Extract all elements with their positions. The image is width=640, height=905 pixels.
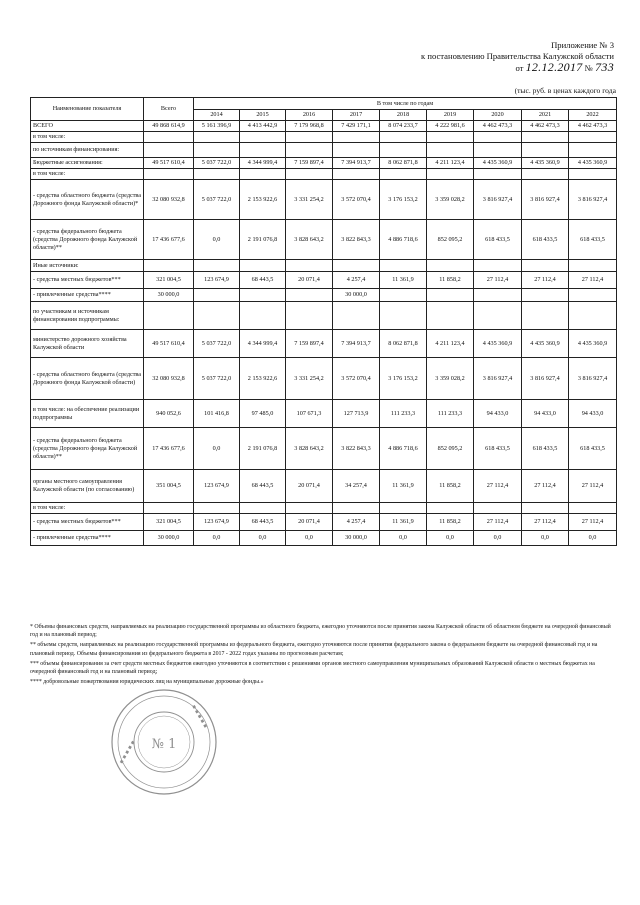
year-value-cell: 4 435 360,9 [522,330,569,358]
year-value-cell: 0,0 [522,531,569,546]
row-label: - средства федерального бюджета (средства Дорожного фонда Калужской области)** [31,220,144,260]
row-label: по участникам и источникам финансирования подпрограммы: [31,302,144,330]
year-value-cell: 3 572 070,4 [333,180,380,220]
year-value-cell: 123 674,9 [194,514,240,531]
header-year: 2016 [286,110,333,121]
year-value-cell: 3 822 843,3 [333,220,380,260]
year-value-cell: 3 331 254,2 [286,358,333,400]
year-value-cell [569,143,617,158]
year-value-cell: 27 112,4 [474,514,522,531]
footnote: **** добровольные пожертвования юридических лиц на муниципальные дорожные фонды.» [30,678,264,685]
footnote: ** объемы средств, направляемых на реализацию государственной программы из федерального бюджета, ежегодно уточняются после принятия федерального закона о федеральном бюджете на очередной финансовый год и на плановый период. Объемы финансирования из федерального бюджета в 2017 - 2022 годах указаны по прогнозным расчетам; [30,642,598,657]
year-value-cell: 0,0 [569,531,617,546]
table-row [31,470,617,503]
header-year: 2019 [427,110,474,121]
year-value-cell: 5 037 722,0 [194,180,240,220]
year-value-cell: 0,0 [194,428,240,470]
units-note: (тыс. руб. в ценах каждого года [514,86,616,95]
year-value-cell: 4 435 360,9 [522,158,569,169]
year-value-cell [522,143,569,158]
year-value-cell [474,302,522,330]
table-row [31,220,617,260]
row-total-cell: 32 080 932,8 [144,180,194,220]
year-value-cell: 27 112,4 [474,272,522,289]
year-value-cell: 123 674,9 [194,272,240,289]
row-total-cell: 30 000,0 [144,531,194,546]
year-value-cell: 618 433,5 [474,220,522,260]
year-value-cell [286,169,333,180]
table-row [31,180,617,220]
year-value-cell [286,302,333,330]
table-row [31,503,617,514]
year-value-cell [240,132,286,143]
year-value-cell: 5 037 722,0 [194,158,240,169]
year-value-cell: 11 361,9 [380,514,427,531]
number-prefix: № [584,63,593,73]
year-value-cell: 94 433,0 [522,400,569,428]
year-value-cell: 7 159 897,4 [286,330,333,358]
row-total-cell: 32 080 932,8 [144,358,194,400]
row-total-cell: 49 517 610,4 [144,158,194,169]
table-row [31,158,617,169]
year-value-cell [194,132,240,143]
year-value-cell [194,289,240,302]
year-value-cell: 4 435 360,9 [474,330,522,358]
year-value-cell: 4 435 360,9 [569,158,617,169]
year-value-cell: 11 361,9 [380,272,427,289]
year-value-cell [194,302,240,330]
row-label: Бюджетные ассигнования: [31,158,144,169]
row-label: в том числе: [31,132,144,143]
year-value-cell [240,260,286,272]
year-value-cell [522,260,569,272]
year-value-cell: 0,0 [194,531,240,546]
year-value-cell [240,169,286,180]
header-years-group: В том числе по годам [194,98,617,110]
year-value-cell: 4 211 123,4 [427,158,474,169]
year-value-cell [380,503,427,514]
year-value-cell: 4 886 718,6 [380,220,427,260]
year-value-cell [427,132,474,143]
year-value-cell: 3 816 927,4 [474,358,522,400]
year-value-cell: 68 443,5 [240,272,286,289]
row-total-cell [144,143,194,158]
year-value-cell: 7 179 968,8 [286,121,333,132]
year-value-cell [522,132,569,143]
year-value-cell: 3 828 643,2 [286,428,333,470]
year-value-cell: 4 344 999,4 [240,330,286,358]
table-row [31,428,617,470]
year-value-cell: 4 413 442,9 [240,121,286,132]
appendix-header [421,40,614,74]
year-value-cell: 127 713,9 [333,400,380,428]
year-value-cell: 7 429 171,1 [333,121,380,132]
year-value-cell [427,169,474,180]
year-value-cell: 4 886 718,6 [380,428,427,470]
year-value-cell [286,503,333,514]
year-value-cell [333,260,380,272]
year-value-cell: 852 095,2 [427,428,474,470]
table-row [31,169,617,180]
year-value-cell: 4 257,4 [333,272,380,289]
table-body [31,121,617,546]
year-value-cell [474,169,522,180]
year-value-cell [333,302,380,330]
year-value-cell: 68 443,5 [240,514,286,531]
year-value-cell: 27 112,4 [474,470,522,503]
year-value-cell: 618 433,5 [474,428,522,470]
table-row [31,260,617,272]
row-label: - средства местных бюджетов*** [31,514,144,531]
year-value-cell: 4 462 473,3 [522,121,569,132]
year-value-cell: 618 433,5 [569,428,617,470]
table-row [31,531,617,546]
year-value-cell: 7 394 913,7 [333,330,380,358]
year-value-cell: 2 153 922,6 [240,180,286,220]
row-total-cell [144,132,194,143]
year-value-cell [333,169,380,180]
year-value-cell [194,260,240,272]
table-row [31,121,617,132]
table-row [31,330,617,358]
header-name: Наименование показателя [31,98,144,121]
year-value-cell [286,143,333,158]
row-total-cell: 17 436 677,6 [144,220,194,260]
year-value-cell [569,503,617,514]
year-value-cell [286,132,333,143]
year-value-cell [522,169,569,180]
official-seal [100,686,228,798]
header-year: 2021 [522,110,569,121]
year-value-cell: 618 433,5 [569,220,617,260]
year-value-cell [522,302,569,330]
year-value-cell [474,143,522,158]
year-value-cell: 3 572 070,4 [333,358,380,400]
row-total-cell: 17 436 677,6 [144,428,194,470]
row-total-cell: 940 052,6 [144,400,194,428]
header-year: 2017 [333,110,380,121]
table-row [31,272,617,289]
year-value-cell [380,169,427,180]
row-total-cell [144,169,194,180]
year-value-cell: 3 359 028,2 [427,358,474,400]
row-total-cell [144,302,194,330]
svg-text:▪ ▪ ▪ ▪ ▪: ▪ ▪ ▪ ▪ ▪ [118,739,137,765]
footnote: * Объемы финансовых средств, направляемых на реализацию государственной программы из областного бюджета, ежегодно уточняются после принятия закона Калужской области об областном бюджете на очередной финансовый год и на плановый период; [30,624,611,639]
year-value-cell: 27 112,4 [569,514,617,531]
header-year: 2014 [194,110,240,121]
year-value-cell: 2 191 076,8 [240,428,286,470]
seal-number: № 1 [151,737,177,752]
table-row [31,514,617,531]
appendix-date-line [421,62,614,74]
year-value-cell: 618 433,5 [522,428,569,470]
table-row [31,400,617,428]
year-value-cell [380,260,427,272]
year-value-cell [240,503,286,514]
handwritten-number: 733 [595,60,614,74]
table-row [31,358,617,400]
year-value-cell [286,289,333,302]
year-value-cell [240,143,286,158]
year-value-cell: 11 858,2 [427,470,474,503]
year-value-cell: 20 071,4 [286,272,333,289]
year-value-cell: 4 462 473,3 [474,121,522,132]
date-prefix: от [515,63,524,73]
year-value-cell: 0,0 [194,220,240,260]
header-year: 2020 [474,110,522,121]
table-row [31,143,617,158]
year-value-cell [474,260,522,272]
row-total-cell: 321 004,5 [144,272,194,289]
year-value-cell [333,503,380,514]
year-value-cell: 2 153 922,6 [240,358,286,400]
svg-text:▪ ▪ ▪ ▪ ▪: ▪ ▪ ▪ ▪ ▪ [190,704,209,730]
year-value-cell: 3 828 643,2 [286,220,333,260]
year-value-cell: 852 095,2 [427,220,474,260]
year-value-cell: 4 222 981,6 [427,121,474,132]
year-value-cell [427,503,474,514]
year-value-cell [569,302,617,330]
year-value-cell [240,302,286,330]
year-value-cell [522,503,569,514]
year-value-cell: 94 433,0 [474,400,522,428]
year-value-cell [569,132,617,143]
row-total-cell: 321 004,5 [144,514,194,531]
year-value-cell [474,503,522,514]
year-value-cell: 4 435 360,9 [474,158,522,169]
row-total-cell [144,260,194,272]
row-label: - средства областного бюджета (средства Дорожного фонда Калужской области) [31,358,144,400]
year-value-cell: 4 344 999,4 [240,158,286,169]
year-value-cell [569,289,617,302]
year-value-cell: 20 071,4 [286,514,333,531]
year-value-cell: 107 671,3 [286,400,333,428]
year-value-cell: 3 816 927,4 [569,358,617,400]
appendix-title: Приложение № 3 [551,40,614,50]
year-value-cell: 3 176 153,2 [380,180,427,220]
year-value-cell: 4 211 123,4 [427,330,474,358]
year-value-cell: 3 331 254,2 [286,180,333,220]
year-value-cell: 97 485,0 [240,400,286,428]
year-value-cell: 7 394 913,7 [333,158,380,169]
year-value-cell: 101 416,8 [194,400,240,428]
row-label: - привлеченные средства**** [31,531,144,546]
row-total-cell: 49 868 614,9 [144,121,194,132]
year-value-cell: 0,0 [474,531,522,546]
year-value-cell: 30 000,0 [333,289,380,302]
year-value-cell [569,260,617,272]
year-value-cell: 3 816 927,4 [522,180,569,220]
year-value-cell: 27 112,4 [522,272,569,289]
row-label: - средства областного бюджета (средства Дорожного фонда Калужской области)* [31,180,144,220]
financing-table [30,97,617,546]
year-value-cell: 30 000,0 [333,531,380,546]
year-value-cell: 3 359 028,2 [427,180,474,220]
year-value-cell: 5 037 722,0 [194,358,240,400]
year-value-cell: 94 433,0 [569,400,617,428]
table-row [31,289,617,302]
year-value-cell: 4 435 360,9 [569,330,617,358]
year-value-cell: 3 822 843,3 [333,428,380,470]
year-value-cell [286,260,333,272]
row-label: в том числе: [31,169,144,180]
year-value-cell [380,289,427,302]
year-value-cell: 5 037 722,0 [194,330,240,358]
year-value-cell: 20 071,4 [286,470,333,503]
year-value-cell: 68 443,5 [240,470,286,503]
header-year: 2018 [380,110,427,121]
year-value-cell [427,289,474,302]
year-value-cell: 111 233,3 [380,400,427,428]
row-label: в том числе: [31,503,144,514]
year-value-cell: 0,0 [240,531,286,546]
year-value-cell: 11 361,9 [380,470,427,503]
header-year: 2015 [240,110,286,121]
year-value-cell: 0,0 [380,531,427,546]
row-total-cell [144,503,194,514]
year-value-cell [474,132,522,143]
year-value-cell: 618 433,5 [522,220,569,260]
year-value-cell: 123 674,9 [194,470,240,503]
year-value-cell [380,143,427,158]
year-value-cell [427,143,474,158]
footnote: *** объемы финансирования за счет средств местных бюджетов ежегодно уточняются в соответствии с решениями органов местного самоуправления муниципальных образований Калужской области о местных бюджетах на очередной финансовый год и на плановый период; [30,660,595,676]
row-label: органы местного самоуправления Калужской области (по согласованию) [31,470,144,503]
row-label: в том числе: на обеспечение реализации подпрограммы [31,400,144,428]
year-value-cell: 2 191 076,8 [240,220,286,260]
header-year: 2022 [569,110,617,121]
year-value-cell [380,132,427,143]
handwritten-date: 12.12.2017 [525,60,583,74]
year-value-cell: 27 112,4 [569,470,617,503]
year-value-cell: 11 858,2 [427,272,474,289]
year-value-cell [569,169,617,180]
year-value-cell: 8 074 233,7 [380,121,427,132]
year-value-cell: 3 816 927,4 [474,180,522,220]
year-value-cell: 34 257,4 [333,470,380,503]
year-value-cell: 4 462 473,3 [569,121,617,132]
year-value-cell [240,289,286,302]
year-value-cell: 27 112,4 [522,514,569,531]
footnotes [30,623,618,688]
year-value-cell: 0,0 [427,531,474,546]
year-value-cell [333,132,380,143]
year-value-cell: 4 257,4 [333,514,380,531]
year-value-cell: 27 112,4 [522,470,569,503]
year-value-cell [427,302,474,330]
table-row [31,302,617,330]
year-value-cell: 3 816 927,4 [569,180,617,220]
table-row [31,132,617,143]
year-value-cell: 3 816 927,4 [522,358,569,400]
row-label: - средства местных бюджетов*** [31,272,144,289]
year-value-cell [194,503,240,514]
header-total: Всего [144,98,194,121]
row-label: - привлеченные средства**** [31,289,144,302]
appendix-subtitle: к постановлению Правительства Калужской области [421,51,614,61]
year-value-cell: 3 176 153,2 [380,358,427,400]
row-total-cell: 30 000,0 [144,289,194,302]
year-value-cell [194,143,240,158]
year-value-cell [522,289,569,302]
row-label: Иные источники: [31,260,144,272]
year-value-cell [194,169,240,180]
row-total-cell: 351 004,5 [144,470,194,503]
row-label: ВСЕГО [31,121,144,132]
year-value-cell: 5 161 396,9 [194,121,240,132]
row-total-cell: 49 517 610,4 [144,330,194,358]
row-label: министерство дорожного хозяйства Калужской области [31,330,144,358]
year-value-cell [427,260,474,272]
year-value-cell: 8 062 871,8 [380,158,427,169]
year-value-cell: 11 858,2 [427,514,474,531]
year-value-cell [380,302,427,330]
year-value-cell: 111 233,3 [427,400,474,428]
year-value-cell: 8 062 871,8 [380,330,427,358]
year-value-cell [333,143,380,158]
row-label: по источникам финансирования: [31,143,144,158]
year-value-cell: 0,0 [286,531,333,546]
row-label: - средства федерального бюджета (средства Дорожного фонда Калужской области)** [31,428,144,470]
year-value-cell: 27 112,4 [569,272,617,289]
year-value-cell [474,289,522,302]
year-value-cell: 7 159 897,4 [286,158,333,169]
